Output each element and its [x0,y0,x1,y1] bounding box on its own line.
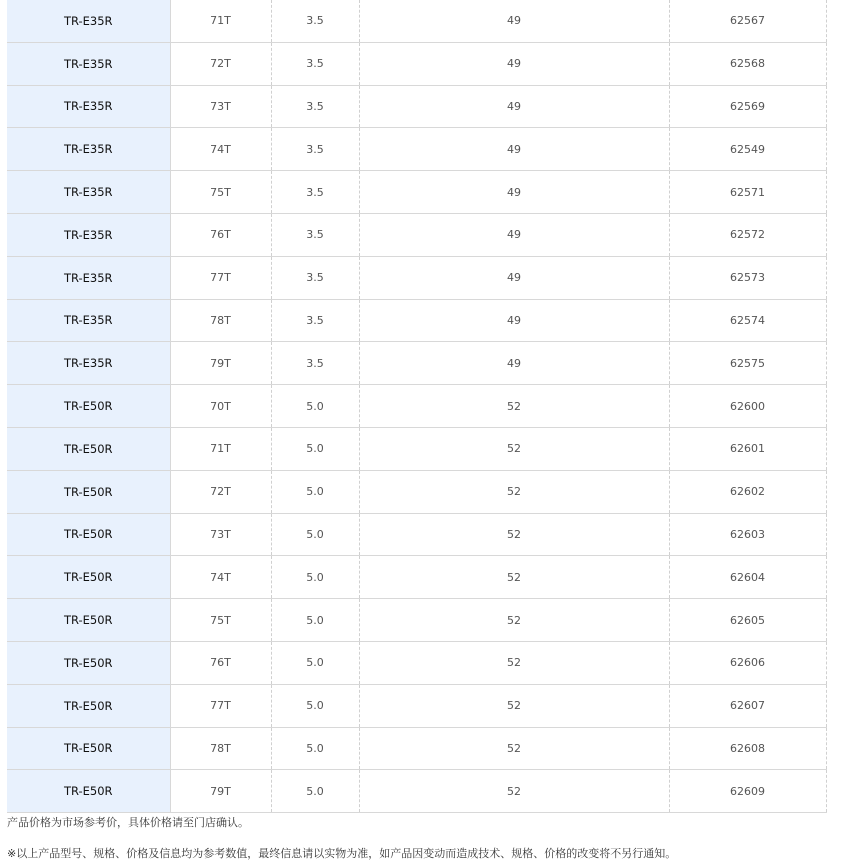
cell-spec: 5.0 [271,470,359,513]
table-row [7,684,826,727]
table-row [7,213,826,256]
cell-code: 62568 [669,42,826,85]
cell-model: TR-E50R [7,684,170,727]
cell-teeth: 77T [170,256,271,299]
cell-model: TR-E50R [7,385,170,428]
table-row [7,599,826,642]
cell-spec: 5.0 [271,385,359,428]
cell-code: 62574 [669,299,826,342]
cell-teeth: 79T [170,770,271,813]
cell-model: TR-E35R [7,256,170,299]
cell-code: 62609 [669,770,826,813]
cell-teeth: 72T [170,42,271,85]
cell-teeth: 74T [170,128,271,171]
cell-code: 62608 [669,727,826,770]
cell-teeth: 71T [170,0,271,42]
cell-code: 62603 [669,513,826,556]
cell-model: TR-E35R [7,0,170,42]
cell-teeth: 72T [170,470,271,513]
cell-teeth: 75T [170,171,271,214]
cell-value: 52 [359,385,669,428]
table-row [7,556,826,599]
cell-spec: 3.5 [271,213,359,256]
cell-spec: 3.5 [271,0,359,42]
cell-value: 49 [359,213,669,256]
cell-spec: 5.0 [271,427,359,470]
cell-value: 52 [359,641,669,684]
table-row [7,470,826,513]
cell-model: TR-E50R [7,770,170,813]
cell-value: 49 [359,128,669,171]
cell-spec: 5.0 [271,513,359,556]
cell-spec: 5.0 [271,684,359,727]
cell-teeth: 78T [170,299,271,342]
cell-spec: 3.5 [271,171,359,214]
cell-value: 49 [359,42,669,85]
table-row [7,128,826,171]
cell-code: 62549 [669,128,826,171]
table-row [7,42,826,85]
cell-code: 62573 [669,256,826,299]
cell-value: 52 [359,427,669,470]
cell-model: TR-E50R [7,427,170,470]
cell-code: 62607 [669,684,826,727]
cell-spec: 5.0 [271,770,359,813]
cell-model: TR-E50R [7,641,170,684]
cell-model: TR-E35R [7,85,170,128]
cell-model: TR-E35R [7,171,170,214]
table-row [7,641,826,684]
cell-spec: 3.5 [271,256,359,299]
cell-teeth: 78T [170,727,271,770]
table-row [7,385,826,428]
table-row [7,513,826,556]
cell-spec: 5.0 [271,599,359,642]
product-table-container [7,0,826,813]
cell-code: 62604 [669,556,826,599]
cell-spec: 5.0 [271,641,359,684]
cell-model: TR-E35R [7,213,170,256]
cell-teeth: 75T [170,599,271,642]
cell-value: 52 [359,513,669,556]
table-row [7,427,826,470]
product-table-body [7,0,826,813]
cell-value: 52 [359,684,669,727]
cell-spec: 3.5 [271,342,359,385]
price-note: 产品价格为市场参考价，具体价格请至门店确认。 [7,816,249,829]
table-row [7,342,826,385]
cell-teeth: 74T [170,556,271,599]
cell-code: 62569 [669,85,826,128]
cell-value: 52 [359,599,669,642]
cell-value: 49 [359,171,669,214]
cell-model: TR-E35R [7,299,170,342]
table-row [7,256,826,299]
table-row [7,0,826,42]
cell-code: 62605 [669,599,826,642]
cell-value: 49 [359,342,669,385]
cell-value: 52 [359,470,669,513]
table-row [7,727,826,770]
table-row [7,299,826,342]
disclaimer-note: ※以上产品型号、规格、价格及信息均为参考数值，最终信息请以实物为准，如产品因变动而造成技术、规格、价格的改变将不另行通知。 [7,847,677,860]
cell-model: TR-E50R [7,556,170,599]
cell-teeth: 76T [170,213,271,256]
cell-code: 62602 [669,470,826,513]
cell-teeth: 71T [170,427,271,470]
cell-value: 49 [359,0,669,42]
cell-teeth: 77T [170,684,271,727]
cell-code: 62600 [669,385,826,428]
cell-code: 62606 [669,641,826,684]
cell-spec: 3.5 [271,128,359,171]
cell-model: TR-E50R [7,470,170,513]
cell-code: 62601 [669,427,826,470]
cell-teeth: 73T [170,85,271,128]
cell-value: 52 [359,556,669,599]
table-row [7,171,826,214]
cell-model: TR-E50R [7,599,170,642]
cell-spec: 5.0 [271,727,359,770]
cell-spec: 3.5 [271,299,359,342]
cell-teeth: 70T [170,385,271,428]
product-table [7,0,827,813]
cell-code: 62571 [669,171,826,214]
cell-teeth: 79T [170,342,271,385]
cell-teeth: 76T [170,641,271,684]
cell-model: TR-E50R [7,513,170,556]
table-row [7,85,826,128]
table-row [7,770,826,813]
cell-spec: 3.5 [271,42,359,85]
cell-value: 49 [359,85,669,128]
cell-value: 52 [359,770,669,813]
cell-teeth: 73T [170,513,271,556]
cell-spec: 3.5 [271,85,359,128]
cell-value: 49 [359,299,669,342]
cell-code: 62575 [669,342,826,385]
cell-model: TR-E35R [7,342,170,385]
cell-model: TR-E35R [7,42,170,85]
cell-code: 62567 [669,0,826,42]
cell-model: TR-E35R [7,128,170,171]
cell-value: 49 [359,256,669,299]
cell-code: 62572 [669,213,826,256]
cell-model: TR-E50R [7,727,170,770]
cell-value: 52 [359,727,669,770]
cell-spec: 5.0 [271,556,359,599]
